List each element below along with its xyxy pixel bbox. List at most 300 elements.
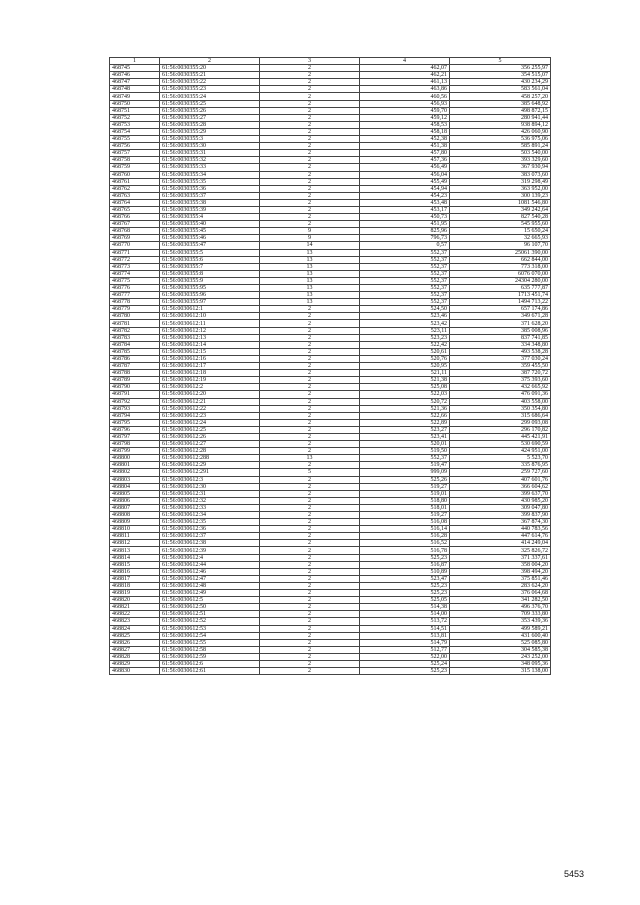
table-cell: 403 558,00	[450, 398, 551, 405]
table-cell: 5 523,70	[450, 455, 551, 462]
table-cell: 367 874,30	[450, 519, 551, 526]
table-cell: 520,95	[360, 363, 450, 370]
table-cell: 468770	[110, 242, 160, 249]
table-cell: 451,95	[360, 221, 450, 228]
table-row	[110, 618, 551, 625]
table-cell: 350 354,80	[450, 405, 551, 412]
table-cell: 61:56:0030612:13	[160, 334, 260, 341]
table-cell: 468777	[110, 292, 160, 299]
table-row	[110, 405, 551, 412]
table-cell: 377 030,24	[450, 355, 551, 362]
table-cell: 522,42	[360, 341, 450, 348]
table-cell: 13	[260, 299, 360, 306]
table-row	[110, 483, 551, 490]
table-row	[110, 270, 551, 277]
table-cell: 796,73	[360, 235, 450, 242]
table-cell: 299 093,08	[450, 419, 551, 426]
table-cell: 468767	[110, 221, 160, 228]
table-cell: 518,01	[360, 504, 450, 511]
table-cell: 61:56:0030612:26	[160, 433, 260, 440]
table-cell: 468776	[110, 285, 160, 292]
table-cell: 61:56:0030612:36	[160, 526, 260, 533]
table-cell: 468825	[110, 632, 160, 639]
table-cell: 2	[260, 433, 360, 440]
table-row	[110, 72, 551, 79]
table-cell: 96 107,70	[450, 242, 551, 249]
table-cell: 468750	[110, 100, 160, 107]
table-cell: 453,48	[360, 199, 450, 206]
table-cell: 13	[260, 285, 360, 292]
table-cell: 383 073,60	[450, 171, 551, 178]
table-cell: 61:56:0030355:7	[160, 263, 260, 270]
table-row	[110, 668, 551, 675]
table-cell: 518,80	[360, 497, 450, 504]
table-cell: 61:56:0030612:16	[160, 355, 260, 362]
table-cell: 414 249,04	[450, 540, 551, 547]
table-cell: 468811	[110, 533, 160, 540]
table-cell: 2	[260, 86, 360, 93]
table-cell: 2	[260, 107, 360, 114]
table-cell: 61:56:0030355:47	[160, 242, 260, 249]
table-cell: 516,87	[360, 561, 450, 568]
table-row	[110, 476, 551, 483]
table-row	[110, 221, 551, 228]
column-header: 1	[110, 58, 160, 65]
table-cell: 513,72	[360, 618, 450, 625]
table-cell: 2	[260, 419, 360, 426]
table-cell: 14	[260, 242, 360, 249]
table-cell: 520,01	[360, 441, 450, 448]
table-cell: 510,89	[360, 568, 450, 575]
table-cell: 516,78	[360, 547, 450, 554]
table-cell: 1494 713,22	[450, 299, 551, 306]
table-cell: 2	[260, 618, 360, 625]
table-cell: 61:56:0030612:23	[160, 412, 260, 419]
table-cell: 399 637,70	[450, 490, 551, 497]
table-cell: 24304 280,00	[450, 277, 551, 284]
table-cell: 523,42	[360, 320, 450, 327]
table-row	[110, 512, 551, 519]
table-cell: 447 614,76	[450, 533, 551, 540]
table-row	[110, 199, 551, 206]
table-cell: 512,77	[360, 646, 450, 653]
table-row	[110, 171, 551, 178]
table-cell: 458,18	[360, 128, 450, 135]
table-row	[110, 469, 551, 476]
table-cell: 2	[260, 554, 360, 561]
table-cell: 13	[260, 270, 360, 277]
table-row	[110, 355, 551, 362]
table-cell: 503 540,00	[450, 150, 551, 157]
table-row	[110, 235, 551, 242]
table-cell: 61:56:0030355:5	[160, 249, 260, 256]
table-cell: 523,47	[360, 575, 450, 582]
table-cell: 1081 546,80	[450, 199, 551, 206]
table-row	[110, 597, 551, 604]
table-cell: 468796	[110, 426, 160, 433]
table-cell: 2	[260, 547, 360, 554]
table-cell: 457,36	[360, 157, 450, 164]
table-cell: 498 872,15	[450, 107, 551, 114]
table-cell: 366 604,62	[450, 483, 551, 490]
table-cell: 2	[260, 150, 360, 157]
table-cell: 468784	[110, 341, 160, 348]
table-cell: 315 686,64	[450, 412, 551, 419]
table-cell: 61:56:0030612:50	[160, 604, 260, 611]
table-cell: 516,08	[360, 519, 450, 526]
table-cell: 2	[260, 519, 360, 526]
table-cell: 468783	[110, 334, 160, 341]
table-row	[110, 185, 551, 192]
table-cell: 468805	[110, 490, 160, 497]
table-cell: 520,72	[360, 398, 450, 405]
table-cell: 61:56:0030355:36	[160, 185, 260, 192]
table-cell: 2	[260, 185, 360, 192]
table-cell: 468771	[110, 249, 160, 256]
table-cell: 2	[260, 192, 360, 199]
table-cell: 2	[260, 426, 360, 433]
table-cell: 519,27	[360, 512, 450, 519]
table-cell: 2	[260, 590, 360, 597]
table-cell: 61:56:0030612:46	[160, 568, 260, 575]
table-cell: 61:56:0030612:1	[160, 306, 260, 313]
table-cell: 2	[260, 320, 360, 327]
table-cell: 61:56:0030612:22	[160, 405, 260, 412]
table-cell: 398 494,20	[450, 568, 551, 575]
table-cell: 61:56:0030355:97	[160, 299, 260, 306]
table-row	[110, 86, 551, 93]
table-row	[110, 285, 551, 292]
table-cell: 468786	[110, 355, 160, 362]
table-cell: 61:56:0030612:33	[160, 504, 260, 511]
table-cell: 1713 451,74	[450, 292, 551, 299]
table-cell: 2	[260, 391, 360, 398]
table-cell: 61:56:0030612:35	[160, 519, 260, 526]
table-cell: 536 975,06	[450, 136, 551, 143]
table-cell: 2	[260, 448, 360, 455]
table-row	[110, 611, 551, 618]
table-row	[110, 398, 551, 405]
table-cell: 2	[260, 79, 360, 86]
table-cell: 5	[260, 469, 360, 476]
table-cell: 359 455,50	[450, 363, 551, 370]
table-cell: 304 585,38	[450, 646, 551, 653]
table-cell: 319 298,49	[450, 178, 551, 185]
table-cell: 468803	[110, 476, 160, 483]
table-cell: 463,86	[360, 86, 450, 93]
table-cell: 468757	[110, 150, 160, 157]
table-cell: 61:56:0030355:32	[160, 157, 260, 164]
table-cell: 61:56:0030612:20	[160, 391, 260, 398]
table-row	[110, 590, 551, 597]
table-header-row	[110, 58, 551, 65]
table-cell: 458,53	[360, 121, 450, 128]
table-cell: 13	[260, 249, 360, 256]
table-cell: 61:56:0030355:46	[160, 235, 260, 242]
table-cell: 468814	[110, 554, 160, 561]
table-cell: 61:56:0030612:15	[160, 348, 260, 355]
table-cell: 61:56:0030612:19	[160, 377, 260, 384]
table-cell: 468781	[110, 320, 160, 327]
table-cell: 61:56:0030612:48	[160, 582, 260, 589]
table-cell: 514,00	[360, 611, 450, 618]
table-cell: 454,23	[360, 192, 450, 199]
table-cell: 335 876,95	[450, 462, 551, 469]
table-cell: 522,66	[360, 412, 450, 419]
column-header: 4	[360, 58, 450, 65]
table-cell: 61:56:0030612:47	[160, 575, 260, 582]
table-cell: 376 064,68	[450, 590, 551, 597]
table-cell: 61:56:0030355:45	[160, 228, 260, 235]
table-cell: 2	[260, 490, 360, 497]
column-header: 2	[160, 58, 260, 65]
table-cell: 2	[260, 348, 360, 355]
table-row	[110, 419, 551, 426]
table-cell: 514,51	[360, 625, 450, 632]
table-row	[110, 277, 551, 284]
table-cell: 309 047,80	[450, 504, 551, 511]
table-cell: 61:56:0030612:38	[160, 540, 260, 547]
table-row	[110, 433, 551, 440]
table-cell: 61:56:0030355:96	[160, 292, 260, 299]
table-cell: 523,27	[360, 426, 450, 433]
table-cell: 2	[260, 412, 360, 419]
table-cell: 61:56:0030612:288	[160, 455, 260, 462]
table-cell: 525,23	[360, 668, 450, 675]
table-cell: 468789	[110, 377, 160, 384]
table-cell: 521,36	[360, 405, 450, 412]
table-cell: 468791	[110, 391, 160, 398]
table-row	[110, 363, 551, 370]
table-cell: 499 589,21	[450, 625, 551, 632]
table-cell: 455,49	[360, 178, 450, 185]
table-cell: 61:56:0030612:2	[160, 384, 260, 391]
table-cell: 585 891,24	[450, 143, 551, 150]
table-cell: 61:56:0030612:27	[160, 441, 260, 448]
table-row	[110, 327, 551, 334]
table-cell: 2	[260, 93, 360, 100]
table-cell: 61:56:0030612:14	[160, 341, 260, 348]
table-cell: 349 671,28	[450, 313, 551, 320]
table-row	[110, 533, 551, 540]
table-cell: 2	[260, 660, 360, 667]
table-row	[110, 100, 551, 107]
table-cell: 2	[260, 72, 360, 79]
table-cell: 468773	[110, 263, 160, 270]
table-cell: 468800	[110, 455, 160, 462]
table-cell: 468797	[110, 433, 160, 440]
table-row	[110, 178, 551, 185]
table-cell: 530 690,59	[450, 441, 551, 448]
table-cell: 61:56:0030612:5	[160, 597, 260, 604]
table-cell: 468788	[110, 370, 160, 377]
table-cell: 525,23	[360, 582, 450, 589]
table-cell: 358 004,20	[450, 561, 551, 568]
table-cell: 468798	[110, 441, 160, 448]
table-cell: 2	[260, 121, 360, 128]
table-cell: 450,73	[360, 214, 450, 221]
table-cell: 61:56:0030355:95	[160, 285, 260, 292]
table-cell: 468810	[110, 526, 160, 533]
table-cell: 2	[260, 646, 360, 653]
table-cell: 61:56:0030355:29	[160, 128, 260, 135]
table-cell: 61:56:0030612:6	[160, 660, 260, 667]
table-cell: 635 777,87	[450, 285, 551, 292]
table-row	[110, 660, 551, 667]
table-cell: 2	[260, 632, 360, 639]
table-cell: 468804	[110, 483, 160, 490]
table-cell: 61:56:0030355:26	[160, 107, 260, 114]
table-cell: 468799	[110, 448, 160, 455]
table-cell: 468830	[110, 668, 160, 675]
table-cell: 61:56:0030612:3	[160, 476, 260, 483]
table-cell: 61:56:0030355:22	[160, 79, 260, 86]
table-cell: 476 091,36	[450, 391, 551, 398]
table-row	[110, 412, 551, 419]
table-cell: 525,23	[360, 554, 450, 561]
table-cell: 468768	[110, 228, 160, 235]
table-cell: 468812	[110, 540, 160, 547]
table-cell: 468753	[110, 121, 160, 128]
table-cell: 61:56:0030355:8	[160, 270, 260, 277]
table-cell: 431 600,40	[450, 632, 551, 639]
table-cell: 280 941,44	[450, 114, 551, 121]
table-row	[110, 441, 551, 448]
table-cell: 2	[260, 206, 360, 213]
table-cell: 61:56:0030612:10	[160, 313, 260, 320]
table-cell: 407 601,76	[450, 476, 551, 483]
table-cell: 459,70	[360, 107, 450, 114]
table-cell: 519,47	[360, 462, 450, 469]
table-cell: 468755	[110, 136, 160, 143]
table-cell: 61:56:0030612:34	[160, 512, 260, 519]
table-row	[110, 136, 551, 143]
table-cell: 385 648,92	[450, 100, 551, 107]
table-cell: 13	[260, 292, 360, 299]
table-cell: 468751	[110, 107, 160, 114]
table-row	[110, 320, 551, 327]
table-cell: 468764	[110, 199, 160, 206]
table-row	[110, 547, 551, 554]
table-row	[110, 448, 551, 455]
table-cell: 468766	[110, 214, 160, 221]
table-cell: 468785	[110, 348, 160, 355]
table-cell: 9	[260, 228, 360, 235]
table-cell: 468816	[110, 568, 160, 575]
table-cell: 2	[260, 575, 360, 582]
table-cell: 2	[260, 306, 360, 313]
table-cell: 837 741,85	[450, 334, 551, 341]
table-cell: 349 242,64	[450, 206, 551, 213]
table-cell: 468754	[110, 128, 160, 135]
table-cell: 552,37	[360, 256, 450, 263]
table-cell: 61:56:0030355:3	[160, 136, 260, 143]
table-cell: 2	[260, 611, 360, 618]
table-cell: 61:56:0030355:34	[160, 171, 260, 178]
table-cell: 430 985,20	[450, 497, 551, 504]
table-cell: 2	[260, 441, 360, 448]
table-cell: 2	[260, 533, 360, 540]
table-cell: 367 930,94	[450, 164, 551, 171]
table-cell: 2	[260, 582, 360, 589]
table-cell: 468769	[110, 235, 160, 242]
table-cell: 61:56:0030612:29	[160, 462, 260, 469]
table-cell: 356 255,97	[450, 65, 551, 72]
table-cell: 468782	[110, 327, 160, 334]
table-row	[110, 384, 551, 391]
table-cell: 2	[260, 178, 360, 185]
table-cell: 2	[260, 143, 360, 150]
table-row	[110, 391, 551, 398]
table-cell: 523,23	[360, 334, 450, 341]
table-cell: 453,17	[360, 206, 450, 213]
table-row	[110, 582, 551, 589]
column-header: 3	[260, 58, 360, 65]
table-cell: 462,21	[360, 72, 450, 79]
table-cell: 468822	[110, 611, 160, 618]
table-row	[110, 206, 551, 213]
table-cell: 468746	[110, 72, 160, 79]
table-cell: 371 337,61	[450, 554, 551, 561]
table-cell: 13	[260, 455, 360, 462]
table-cell: 61:56:0030355:28	[160, 121, 260, 128]
table-cell: 61:56:0030612:18	[160, 370, 260, 377]
table-row	[110, 604, 551, 611]
table-cell: 468779	[110, 306, 160, 313]
table-cell: 468752	[110, 114, 160, 121]
table-row	[110, 526, 551, 533]
table-row	[110, 143, 551, 150]
table-cell: 341 282,50	[450, 597, 551, 604]
table-row	[110, 575, 551, 582]
table-cell: 468818	[110, 582, 160, 589]
table-cell: 61:56:0030355:24	[160, 93, 260, 100]
table-cell: 468745	[110, 65, 160, 72]
table-cell: 61:56:0030355:4	[160, 214, 260, 221]
table-row	[110, 348, 551, 355]
table-cell: 468747	[110, 79, 160, 86]
table-cell: 61:56:0030355:20	[160, 65, 260, 72]
table-cell: 468809	[110, 519, 160, 526]
table-cell: 709 333,80	[450, 611, 551, 618]
table-cell: 61:56:0030355:21	[160, 72, 260, 79]
table-cell: 61:56:0030612:21	[160, 398, 260, 405]
table-cell: 61:56:0030355:30	[160, 143, 260, 150]
table-row	[110, 561, 551, 568]
table-cell: 2	[260, 370, 360, 377]
table-row	[110, 554, 551, 561]
table-cell: 468819	[110, 590, 160, 597]
table-cell: 283 624,20	[450, 582, 551, 589]
table-row	[110, 519, 551, 526]
table-cell: 522,03	[360, 391, 450, 398]
table-cell: 468815	[110, 561, 160, 568]
table-cell: 552,37	[360, 270, 450, 277]
table-cell: 468758	[110, 157, 160, 164]
table-cell: 32 665,93	[450, 235, 551, 242]
table-cell: 468778	[110, 299, 160, 306]
table-row	[110, 334, 551, 341]
table-cell: 426 060,90	[450, 128, 551, 135]
table-cell: 61:56:0030612:53	[160, 625, 260, 632]
table-cell: 13	[260, 277, 360, 284]
table-cell: 259 727,60	[450, 469, 551, 476]
table-cell: 468792	[110, 398, 160, 405]
table-cell: 468793	[110, 405, 160, 412]
table-row	[110, 107, 551, 114]
table-row	[110, 341, 551, 348]
table-cell: 468795	[110, 419, 160, 426]
